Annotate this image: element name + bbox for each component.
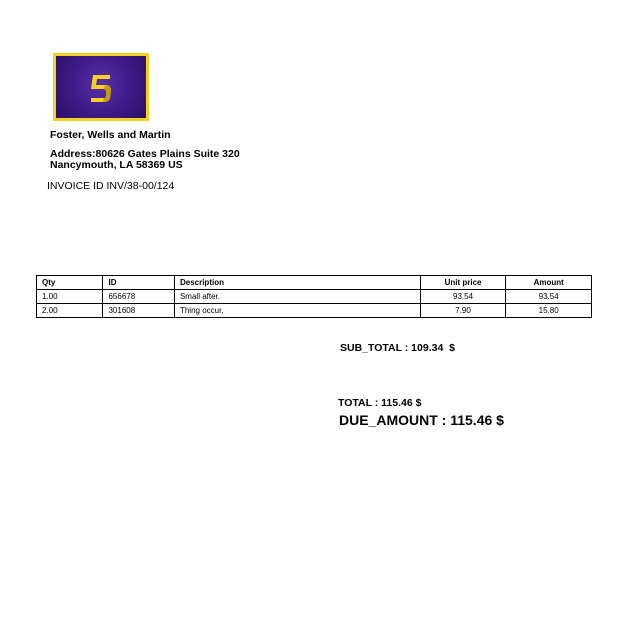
header-description: Description: [174, 276, 420, 290]
cell-qty: 1.00: [37, 290, 103, 304]
cell-description: Small after.: [174, 290, 420, 304]
cell-amount: 93.54: [506, 290, 592, 304]
logo-s-icon: [56, 56, 146, 118]
address-line-2: Nancymouth, LA 58369 US: [50, 159, 183, 171]
company-logo: [53, 53, 149, 121]
header-amount: Amount: [506, 276, 592, 290]
cell-description: Thing occur.: [174, 304, 420, 318]
company-address: [50, 149, 240, 171]
cell-qty: 2.00: [37, 304, 103, 318]
header-id: ID: [103, 276, 175, 290]
invoice-id-value: INV/38-00/124: [106, 180, 175, 192]
cell-amount: 15.80: [506, 304, 592, 318]
cell-unit-price: 93.54: [420, 290, 506, 304]
table-row: [37, 290, 592, 304]
company-name: Foster, Wells and Martin: [50, 129, 171, 141]
table-header-row: [37, 276, 592, 290]
header-unit-price: Unit price: [420, 276, 506, 290]
invoice-id-label: INVOICE ID: [47, 180, 104, 192]
cell-id: 301608: [103, 304, 175, 318]
table-row: [37, 304, 592, 318]
due-amount: DUE_AMOUNT : 115.46 $: [339, 412, 504, 428]
address-line-1: Address:80626 Gates Plains Suite 320: [50, 148, 240, 160]
invoice-id: [47, 180, 174, 192]
cell-unit-price: 7.90: [420, 304, 506, 318]
line-items-table: [36, 275, 592, 318]
subtotal: SUB_TOTAL : 109.34 $: [340, 342, 455, 354]
header-qty: Qty: [37, 276, 103, 290]
total: TOTAL : 115.46 $: [338, 397, 422, 409]
cell-id: 656678: [103, 290, 175, 304]
logo-s-glyph-icon: [81, 67, 121, 107]
